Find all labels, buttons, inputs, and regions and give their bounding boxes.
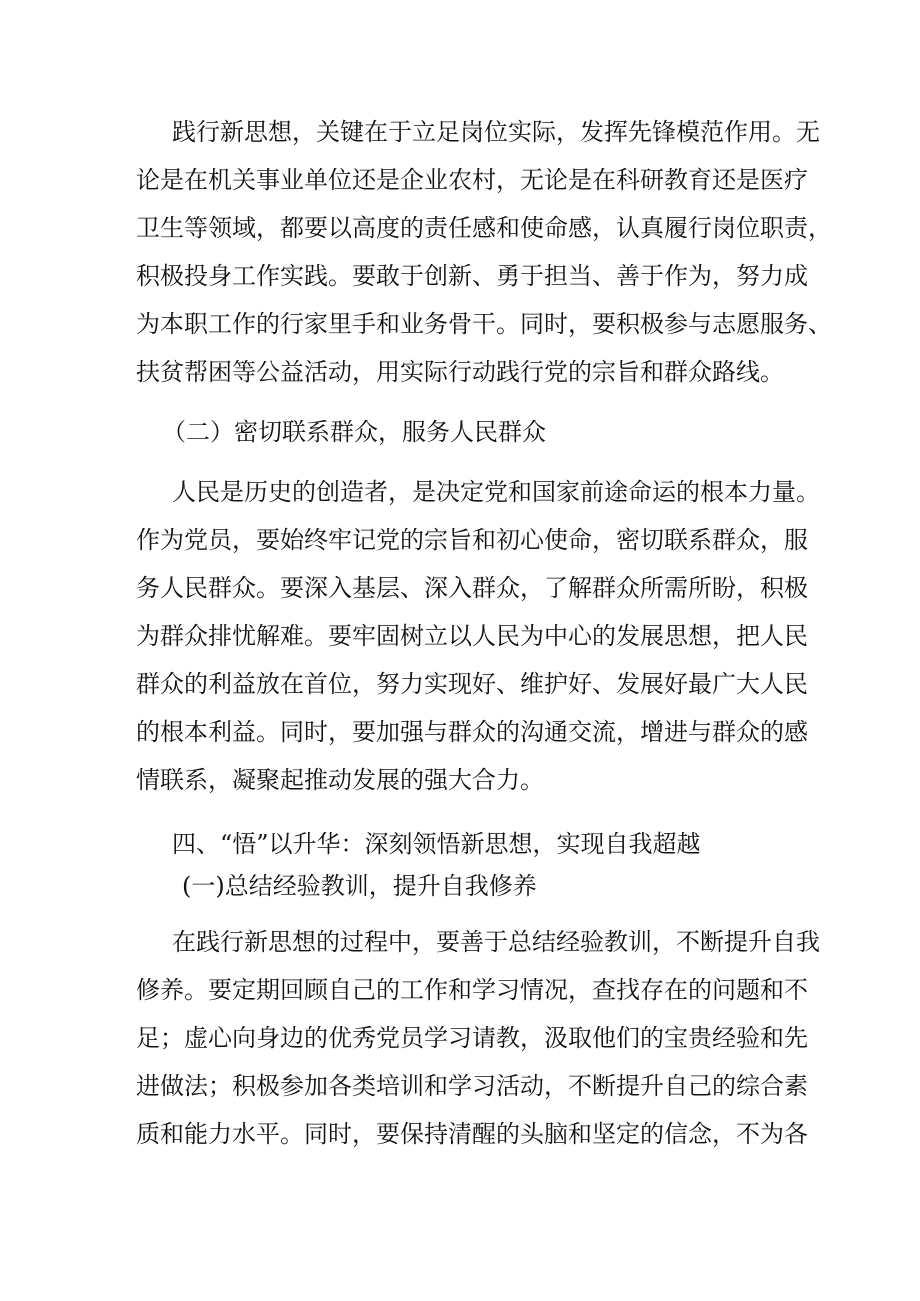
paragraph-line: 务人民群众。要深入基层、深入群众，了解群众所需所盼，积极 [136,574,808,602]
paragraph-line: 作为党员，要始终牢记党的宗旨和初心使命，密切联系群众，服 [136,526,808,554]
paragraph-line: 足；虚心向身边的优秀党员学习请教，汲取他们的宝贵经验和先 [136,1024,808,1052]
paragraph-line: 在践行新思想的过程中，要善于总结经验教训，不断提升自我 [172,928,820,956]
paragraph-line: 人民是历史的创造者，是决定党和国家前途命运的根本力量。 [172,478,820,506]
paragraph-line: 进做法；积极参加各类培训和学习活动，不断提升自己的综合素 [136,1072,808,1100]
paragraph-line: 扶贫帮困等公益活动，用实际行动践行党的宗旨和群众路线。 [136,358,784,386]
paragraph-line: 群众的利益放在首位，努力实现好、维护好、发展好最广大人民 [136,670,808,698]
paragraph-line: 践行新思想，关键在于立足岗位实际，发挥先锋模范作用。无 [172,118,820,146]
paragraph-line: 质和能力水平。同时，要保持清醒的头脑和坚定的信念，不为各 [136,1120,808,1148]
paragraph-line: 为群众排忧解难。要牢固树立以人民为中心的发展思想，把人民 [136,622,808,650]
paragraph-line: 积极投身工作实践。要敢于创新、勇于担当、善于作为，努力成 [136,262,808,290]
subheading-contact-masses: （二）密切联系群众，服务人民群众 [162,418,546,446]
paragraph-line: 为本职工作的行家里手和业务骨干。同时，要积极参与志愿服务、 [136,310,832,338]
paragraph-line: 情联系，凝聚起推动发展的强大合力。 [136,766,544,794]
paragraph-line: 卫生等领域，都要以高度的责任感和使命感，认真履行岗位职责， [136,214,832,242]
section-heading-enlightenment: 四、“悟”以升华：深刻领悟新思想，实现自我超越 [172,830,701,858]
paragraph-line: 论是在机关事业单位还是企业农村，无论是在科研教育还是医疗 [136,166,808,194]
paragraph-line: 修养。要定期回顾自己的工作和学习情况，查找存在的问题和不 [136,976,808,1004]
subheading-summarize-lessons: (一)总结经验教训，提升自我修养 [182,872,537,900]
paragraph-line: 的根本利益。同时，要加强与群众的沟通交流，增进与群众的感 [136,718,808,746]
